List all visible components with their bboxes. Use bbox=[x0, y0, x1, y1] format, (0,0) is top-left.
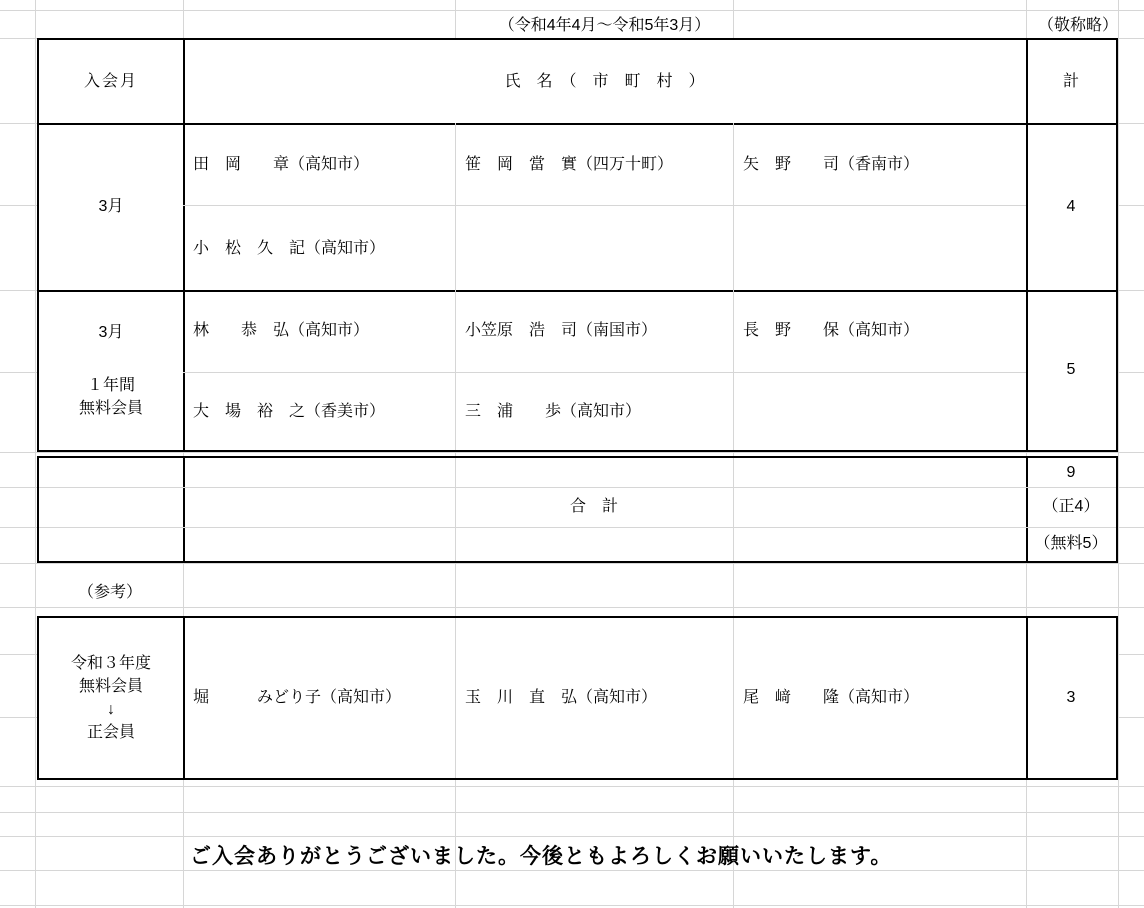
header-name: 氏 名 （ 市 町 村 ） bbox=[504, 72, 705, 90]
row2-month-line2: １年間 bbox=[86, 376, 135, 394]
gridline-horizontal bbox=[0, 870, 1144, 871]
row2-name-3: 長 野 保（高知市） bbox=[743, 322, 920, 339]
row2-month bbox=[39, 290, 183, 450]
header-total: 計 bbox=[1062, 72, 1079, 90]
grand-total-free: （無料5） bbox=[1034, 535, 1108, 552]
gridline-horizontal bbox=[0, 607, 1144, 608]
gridline-horizontal bbox=[0, 812, 1144, 813]
row2-month-line1: 3月 bbox=[98, 323, 124, 341]
subrow-gridline bbox=[39, 527, 1116, 528]
membership-table bbox=[37, 38, 1118, 452]
gridline-horizontal bbox=[0, 786, 1144, 787]
grand-total-label: 合 計 bbox=[569, 498, 618, 515]
row2-total: 5 bbox=[1066, 361, 1076, 378]
ref-category-line4: 正会員 bbox=[86, 724, 135, 741]
row1-name-1: 田 岡 章（高知市） bbox=[193, 156, 370, 173]
ref-category-line2: 無料会員 bbox=[78, 678, 143, 695]
ref-name-3: 尾 﨑 隆（高知市） bbox=[743, 689, 920, 706]
row1-total: 4 bbox=[1066, 197, 1076, 215]
row1-name-3: 矢 野 司（香南市） bbox=[743, 156, 920, 173]
gridline-vertical bbox=[35, 0, 36, 908]
ref-category bbox=[39, 618, 183, 778]
grand-total-count: 9 bbox=[1066, 463, 1076, 481]
reference-note: （参考） bbox=[77, 583, 142, 601]
total-table bbox=[37, 456, 1118, 563]
row2-name-1: 林 恭 弘（高知市） bbox=[193, 322, 370, 339]
gridline-horizontal bbox=[0, 452, 1144, 453]
row2-name-5: 三 浦 歩（高知市） bbox=[465, 403, 642, 420]
ref-category-line1: 令和３年度 bbox=[70, 655, 151, 672]
ref-total: 3 bbox=[1066, 689, 1076, 706]
period-label: （令和4年4月～令和5年3月） bbox=[498, 16, 711, 34]
ref-category-arrow: ↓ bbox=[107, 701, 115, 718]
ref-name-1: 堀 みどり子（高知市） bbox=[193, 689, 402, 706]
header-month: 入会月 bbox=[83, 72, 138, 90]
row1-name-2: 笹 岡 當 實（四万十町） bbox=[465, 156, 674, 173]
name-column-gridline bbox=[733, 458, 734, 561]
row2-month-line3: 無料会員 bbox=[78, 399, 143, 417]
subrow-gridline bbox=[183, 372, 1026, 373]
row2-name-4: 大 場 裕 之（香美市） bbox=[193, 403, 386, 420]
gridline-vertical bbox=[1118, 0, 1119, 908]
subrow-gridline bbox=[183, 205, 1026, 206]
row1-name-4: 小 松 久 記（高知市） bbox=[193, 239, 386, 257]
gridline-horizontal bbox=[0, 563, 1144, 564]
reference-table bbox=[37, 616, 1118, 780]
column-border-month bbox=[183, 458, 185, 561]
ref-name-2: 玉 川 直 弘（高知市） bbox=[465, 689, 658, 706]
gridline-horizontal bbox=[0, 836, 1144, 837]
honorific-note: （敬称略） bbox=[1037, 16, 1118, 34]
footer-message: ご入会ありがとうございました。今後ともよろしくお願いいたします。 bbox=[190, 845, 893, 868]
grand-total-regular: （正4） bbox=[1042, 498, 1100, 515]
row1-month: 3月 bbox=[98, 197, 124, 215]
gridline-horizontal bbox=[0, 905, 1144, 906]
row2-name-2: 小笠原 浩 司（南国市） bbox=[465, 322, 658, 339]
